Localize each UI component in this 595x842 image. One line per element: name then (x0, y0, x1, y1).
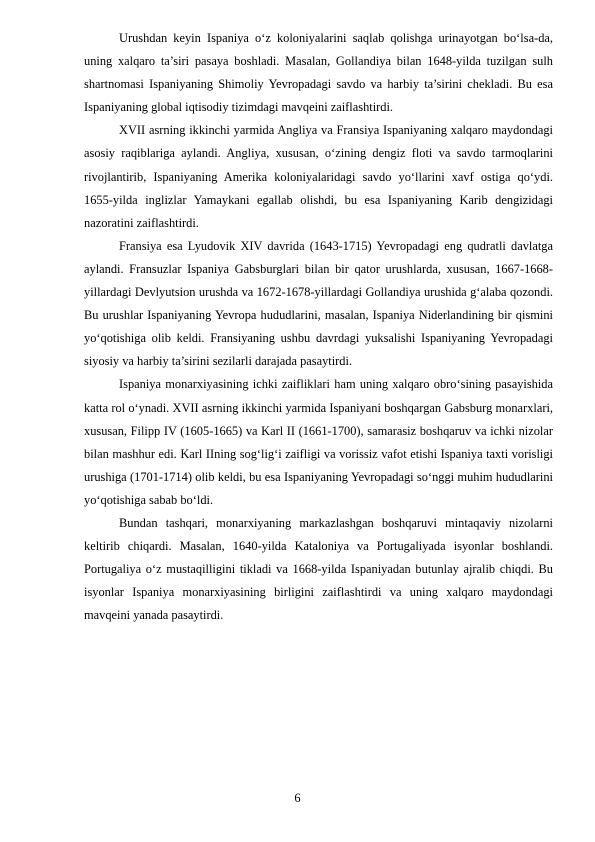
paragraph: XVII asrning ikkinchi yarmida Angliya va Fransiya Ispaniyaning xalqaro maydondagi asosiy raqiblariga aylandi. Angliya, xususan, o‘zining dengiz floti va savdo tarmoqlarini rivojlantirib, Ispaniyaning Amerika koloniyalaridagi savdo yo‘llarini xavf ostiga qo‘ydi. 1655-yilda inglizlar Yamaykani egallab olishdi, bu esa Ispaniyaning Karib dengizidagi nazoratini zaiflashtirdi. (84, 123, 553, 230)
page-number: 6 (294, 791, 301, 805)
document-body (84, 27, 553, 627)
paragraph: Fransiya esa Lyudovik XIV davrida (1643-1715) Yevropadagi eng qudratli davlatga aylandi. Fransuzlar Ispaniya Gabsburglari bilan bir qator urushlarda, xususan, 1667-1668-yillardagi Devlyutsion urushda va 1672-1678-yillardagi Gollandiya urushida g‘alaba qozondi. Bu urushlar Ispaniyaning Yevropa hududlarini, masalan, Ispaniya Niderlandining bir qismini yo‘qotishiga olib keldi. Fransiyaning ushbu davrdagi yuksalishi Ispaniyaning Yevropadagi siyosiy va harbiy ta’sirini sezilarli darajada pasaytirdi. (84, 238, 553, 369)
paragraph: Urushdan keyin Ispaniya o‘z koloniyalarini saqlab qolishga urinayotgan bo‘lsa-da, uning xalqaro ta’siri pasaya boshladi. Masalan, Gollandiya bilan 1648-yilda tuzilgan sulh shartnomasi Ispaniyaning Shimoliy Yevropadagi savdo va harbiy ta’sirini chekladi. Bu esa Ispaniyaning global iqtisodiy tizimdagi mavqeini zaiflashtirdi. (84, 31, 553, 115)
paragraph: Ispaniya monarxiyasining ichki zaifliklari ham uning xalqaro obro‘sining pasayishida katta rol o‘ynadi. XVII asrning ikkinchi yarmida Ispaniyani boshqargan Gabsburg monarxlari, xususan, Filipp IV (1605-1665) va Karl II (1661-1700), samarasiz boshqaruv va ichki nizolar bilan mashhur edi. Karl IIning sog‘lig‘i zaifligi va vorissiz vafot etishi Ispaniya taxti vorisligi urushiga (1701-1714) olib keldi, bu esa Ispaniyaning Yevropadagi so‘nggi muhim hududlarini yo‘qotishiga sabab bo‘ldi. (84, 377, 553, 507)
paragraph: Bundan tashqari, monarxiyaning markazlashgan boshqaruvi mintaqaviy nizolarni keltirib chiqardi. Masalan, 1640-yilda Kataloniya va Portugaliyada isyonlar boshlandi. Portugaliya o‘z mustaqilligini tikladi va 1668-yilda Ispaniyadan butunlay ajralib chiqdi. Bu isyonlar Ispaniya monarxiyasining birligini zaiflashtirdi va uning xalqaro maydondagi mavqeini yanada pasaytirdi. (84, 515, 553, 623)
